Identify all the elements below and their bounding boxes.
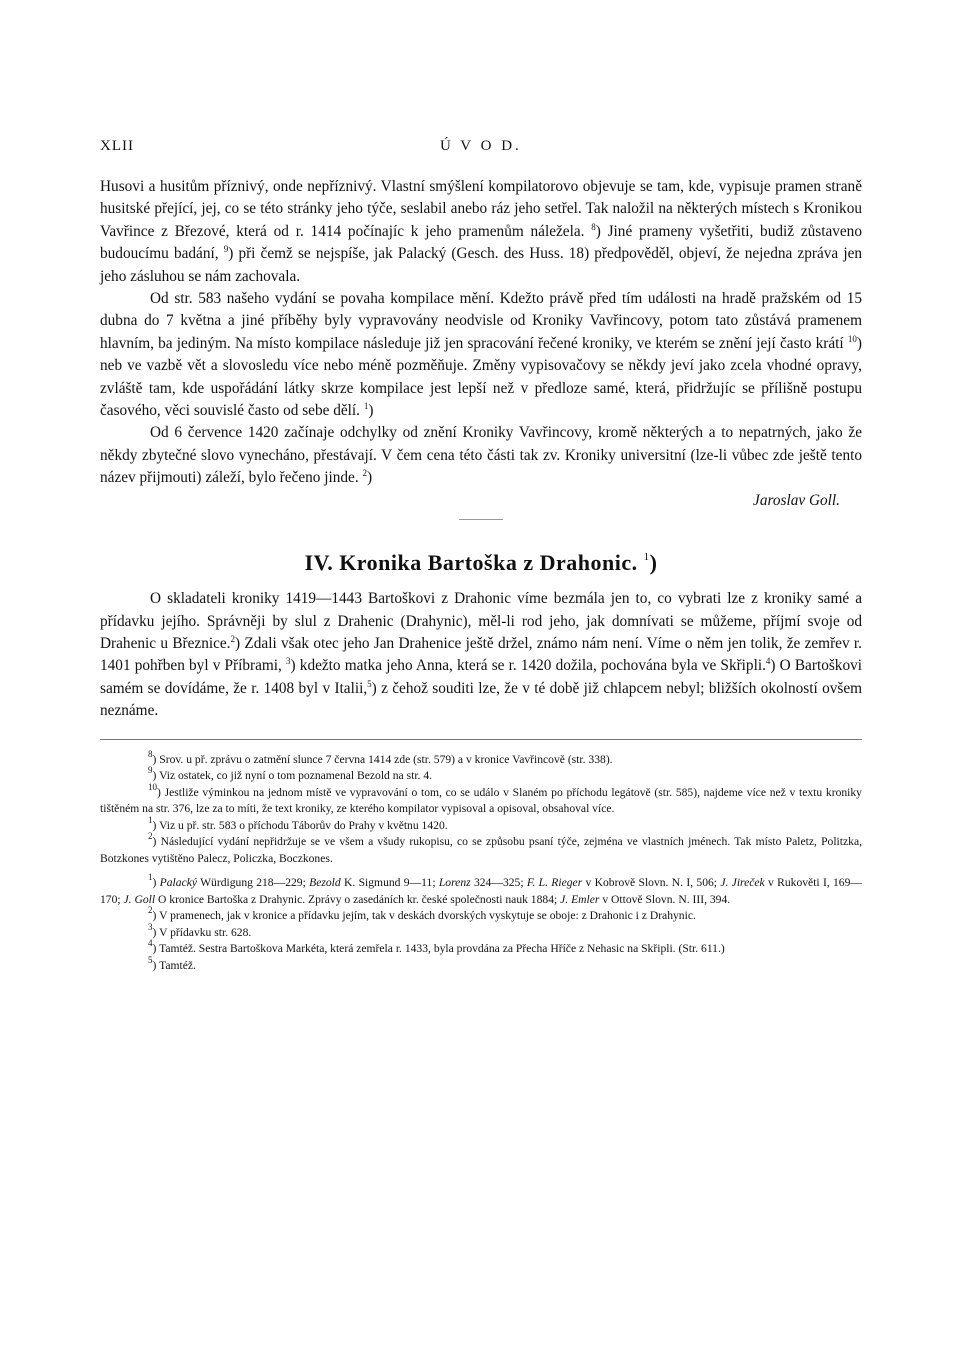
footnote: $^{10}$) Jestliže výminkou na jednom místě ve vypravování o tom, co se událo v Slaném po příchodu legátově (str. 585), najdeme více než v textu kroniky tištěném na str. 376, lze za to míti, že text kroniky, ze kterého kompilator vypisoval a opisoval, obsahoval více.	[100, 781, 862, 816]
paragraph-2: Od str. 583 našeho vydání se povaha kompilace mění. Kdežto právě před tím události na hradě pražském od 15 dubna do 7 května a jiné příběhy byly vypravovány neodvisle od Kroniky Vavřincovy, potom tato zůstává pramenem hlavním, ba jediným. Na místo kompilace následuje již jen spracování řečené kroniky, ve kterém se znění její často krátí $^{10}$) neb ve vazbě vět a slovosledu více nebo méně pozměňuje. Změny vypisovačovy se někdy jeví jako zcela vhodné opravy, zvláště tam, kde uspořádání látky skrze kompilace jest lepší než v předloze samé, která, přidržujíc se přílišně postupu časového, věci souvislé často od sebe dělí. $^1$)	[100, 290, 863, 420]
footnote-ref: 1	[643, 551, 650, 564]
paragraph-3: Od 6 července 1420 začínaje odchylky od znění Kroniky Vavřincovy, kromě některých a to nepatrných, jako že někdy zbytečné slovo vynecháno, přestávají. V čem cena této části tak zv. Kroniky universitní (lze-li vůbec zde ještě tento název přijmouti) záleží, bylo řečeno jinde. $^2$)	[100, 424, 862, 487]
footnote-group-1	[100, 748, 862, 868]
section-divider	[459, 519, 503, 520]
footnote-ref: 8	[591, 221, 596, 232]
footnote: $^1$) Palacký Würdigung 218—229; Bezold K. Sigmund 9—11; Lorenz 324—325; F. L. Rieger v Kobrově Slovn. N. I, 506; J. Jireček v Rukověti I, 169—170; J. Goll O kronice Bartoška z Drahynic. Zprávy o zasedáních kr. české společnosti nauk 1884; J. Emler v Ottově Slovn. N. III, 394.	[100, 872, 862, 906]
footnote: $^5$) Tamtéž.	[148, 954, 196, 972]
page-number: XLII	[100, 138, 134, 154]
footnote-ref: 10	[847, 333, 857, 344]
footnote-ref: 9	[223, 244, 229, 255]
section-paragraph: O skladateli kroniky 1419—1443 Bartoškovi z Drahonic víme bezmála jen to, co vybrati lze z kroniky samé a přídavku jejího. Správněji by slul z Drahenic (Drahynic), měl-li rod jeho, jak domnívati se můžeme, příjmí svoje od Drahenic u Březnice.$^2$) Zdali však otec jeho Jan Drahenice ještě držel, známo nám není. Víme o něm jen tolik, že zemřev r. 1401 pohřben byl v Příbrami, $^3$) kdežto matka jeho Anna, která se r. 1420 dožila, pochována byla ve Skřipli.$^4$) O Bartoškovi samém se dovídáme, že r. 1408 byl v Italii,$^5$) z čehož souditi lze, že v té době již chlapcem nebyl; bližších okolností ovšem neznáme.	[100, 590, 863, 720]
footnote: $^2$) V pramenech, jak v kronice a přídavku jejím, tak v deskách dvorských vyskytuje se oboje: z Drahonic i z Drahynic.	[148, 905, 696, 923]
footnote: $^4$) Tamtéž. Sestra Bartoškova Markéta, která zemřela r. 1433, byla provdána za Přecha Hříče z Nehasic na Skřipli. (Str. 611.)	[148, 938, 725, 956]
footnote-group-2	[100, 872, 862, 974]
document-page	[100, 138, 862, 982]
paragraph-1: Husovi a husitům příznivý, onde nepříznivý. Vlastní smýšlení kompilatorovo objevuje se tam, kde, vypisuje pramen straně husitské přející, jej, co se této stránky jeho týče, seslabil anebo ráz jeho setřel. Tak naložil na některých místech s Kronikou Vavřince z Březové, která od r. 1414 počínajíc k jeho pramenům náležela. $^8$) Jiné prameny vyšetřiti, budiž zůstaveno budoucímu badání, $^9$) při čemž se nejspíše, jak Palacký (Gesch. des Huss. 18) předpověděl, objeví, že nejedna zpráva jen jeho zásluhou se nám zachovala.	[100, 178, 863, 285]
footnote: $^2$) Následující vydání nepřidržuje se ve všem a všudy rukopisu, co se způsobu psaní týče, zejména ve vlastních jménech. Tak místo Paletz, Politzka, Botzkones vytištěno Palecz, Policzka, Boczkones.	[100, 831, 862, 865]
footnote-separator	[100, 739, 862, 740]
footnotes	[100, 748, 862, 975]
running-title: Ú V O D.	[440, 138, 522, 154]
footnote-ref: 1	[363, 401, 369, 412]
main-text	[100, 176, 862, 512]
footnote-ref: 2	[362, 468, 367, 479]
section-heading: IV. Kronika Bartoška z Drahonic. $^1$)	[304, 550, 658, 576]
footnote: $^9$) Viz ostatek, co již nyní o tom poznamenal Bezold na str. 4.	[148, 765, 433, 783]
page-header	[100, 138, 862, 176]
footnote: $^8$) Srov. u př. zprávu o zatmění slunce 7 června 1414 zde (str. 579) a v kronice Vavřincově (str. 338).	[148, 748, 613, 766]
footnote: $^1$) Viz u př. str. 583 o příchodu Táborův do Prahy v květnu 1420.	[148, 814, 448, 832]
section-text	[100, 588, 862, 722]
author-signature: Jaroslav Goll.	[753, 491, 840, 509]
footnote: $^3$) V přídavku str. 628.	[148, 921, 252, 939]
